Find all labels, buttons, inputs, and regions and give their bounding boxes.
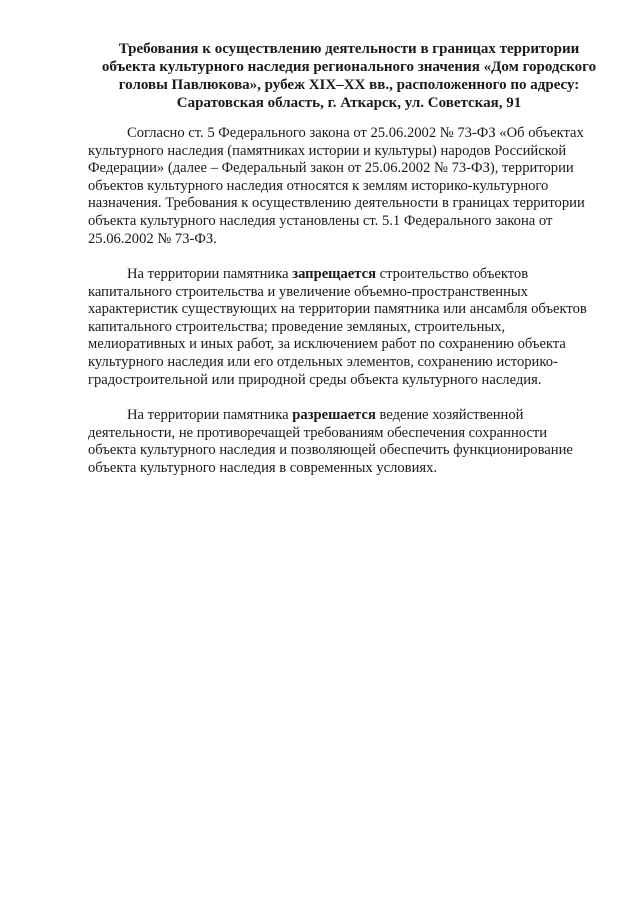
text-line: культурного наследия или его отдельных элементов, сохранению историко- xyxy=(88,353,558,370)
text-run: На территории памятника xyxy=(127,407,293,423)
text-line: Согласно ст. 5 Федерального закона от 25.06.2002 № 73-ФЗ «Об объектах xyxy=(127,125,584,141)
text-line: капитального строительства и увеличение объемно-пространственных xyxy=(88,283,528,300)
keyword-prohibited: запрещается xyxy=(292,266,376,282)
title-line: Саратовская область, г. Аткарск, ул. Советская, 91 xyxy=(176,95,522,111)
paragraph-legal-basis xyxy=(88,125,610,248)
text-line: объекта культурного наследия установлены ст. 5.1 Федерального закона от xyxy=(88,212,553,229)
paragraph-prohibited xyxy=(88,266,610,389)
keyword-permitted: разрешается xyxy=(292,407,376,423)
text-line: назначения. Требования к осуществлению деятельности в границах территории xyxy=(88,195,585,212)
text-line: капитального строительства; проведение земляных, строительных, xyxy=(88,318,506,335)
text-line: Федерации» (далее – Федеральный закон от 25.06.2002 № 73-ФЗ), территории xyxy=(88,160,574,177)
text-line: мелиоративных и иных работ, за исключением работ по сохранению объекта xyxy=(88,336,566,353)
text-line: градостроительной или природной среды объекта культурного наследия. xyxy=(88,371,542,388)
paragraph-permitted xyxy=(88,407,610,477)
text-line xyxy=(88,407,610,425)
text-line: объекта культурного наследия в современных условиях. xyxy=(88,459,438,476)
text-line: объекта культурного наследия и позволяющей обеспечить функционирование xyxy=(88,442,573,459)
text-line: культурного наследия (памятниках истории и культуры) народов Российской xyxy=(88,142,567,159)
title-line: головы Павлюкова», рубеж XIX–XX вв., расположенного по адресу: xyxy=(118,77,580,93)
text-line: деятельности, не противоречащей требованиям обеспечения сохранности xyxy=(88,424,548,441)
text-line: объектов культурного наследия относятся к землям историко-культурного xyxy=(88,177,549,194)
text-line: 25.06.2002 № 73-ФЗ. xyxy=(88,230,217,247)
text-line: характеристик существующих на территории памятника или ансамбля объектов xyxy=(88,301,587,318)
title-line: Требования к осуществлению деятельности в границах территории xyxy=(118,41,580,57)
text-run: строительство объектов xyxy=(376,266,529,282)
title-line: объекта культурного наследия регионального значения «Дом городского xyxy=(101,59,597,75)
text-run: ведение хозяйственной xyxy=(375,407,524,423)
text-run: На территории памятника xyxy=(127,266,293,282)
document-title xyxy=(86,40,612,112)
text-line xyxy=(88,266,610,284)
